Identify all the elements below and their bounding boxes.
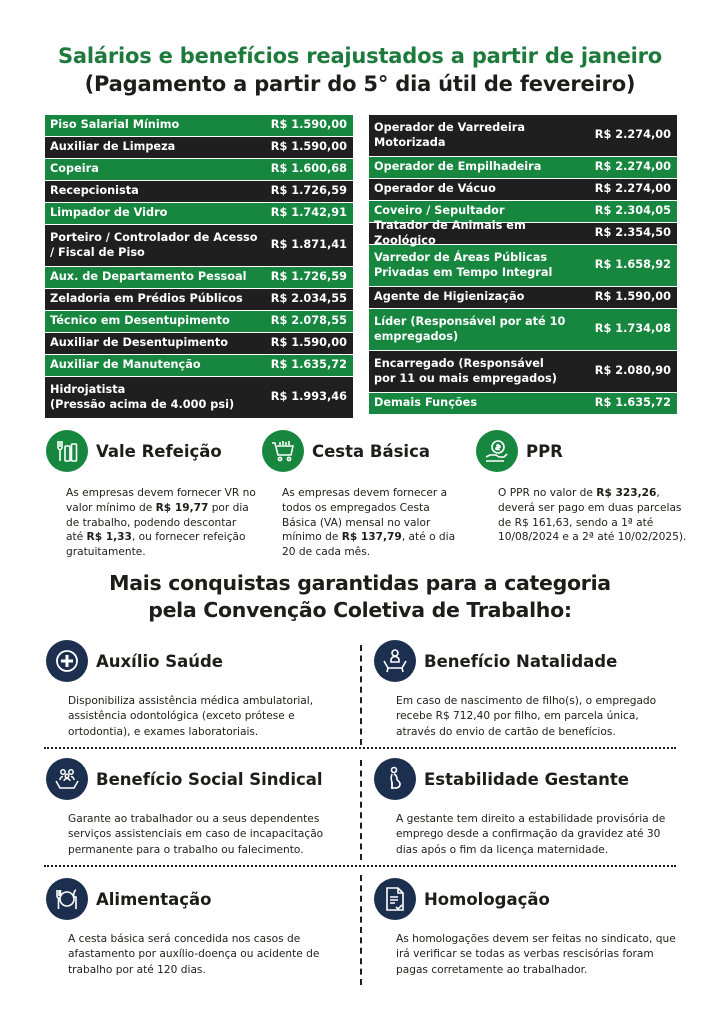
benefit-title: Cesta Básica [312,441,430,461]
page-subtitle: (Pagamento a partir do 5° dia útil de fevereiro) [84,72,636,96]
table-row [45,159,353,181]
plus-icon [46,640,88,682]
divider [44,865,676,867]
feature-title: Homologação [424,889,550,909]
section-heading [0,570,720,623]
feature-homologacao [374,876,674,978]
table-row [45,333,353,355]
salary-value: R$ 2.078,55 [270,314,347,328]
page-title: Salários e benefícios reajustados a partir de janeiro [57,44,663,68]
table-row [45,289,353,311]
table-row [369,287,677,309]
feature-estabilidade-gestante [374,756,674,858]
role-name: Líder (Responsável por até 10 empregados) [374,314,566,343]
role-name: Aux. de Departamento Pessoal [50,270,247,284]
money-hand-icon [476,430,518,472]
text-part: O PPR no valor de [498,487,597,499]
table-row [369,218,677,247]
document-icon [374,878,416,920]
role-name: Auxiliar de Manutenção [50,358,201,372]
family-hands-icon [46,758,88,800]
table-row [45,203,353,225]
benefit-vale-refeicao [46,428,256,560]
role-name: Operador de Vácuo [374,182,496,196]
table-row [369,179,677,201]
salary-value: R$ 2.304,05 [594,204,671,218]
table-row [45,137,353,159]
divider [360,760,362,860]
meal-voucher-icon [46,430,88,472]
benefit-ppr [476,428,686,545]
salary-value: R$ 1.635,72 [594,396,671,410]
role-name: Coveiro / Sepultador [374,204,505,218]
role-name: Recepcionista [50,184,139,198]
vr-value: R$ 19,77 [155,501,209,514]
cesta-value: R$ 137,79 [341,531,402,544]
text-part: As empresas devem fornecer a todos os empregados Cesta Básica (VA) mensal no valor mínimo de [282,487,448,544]
role-name: Demais Funções [374,396,478,410]
benefit-cesta-basica [262,428,472,560]
salary-value: R$ 2.080,90 [594,364,671,378]
role-name: Agente de Higienização [374,290,525,304]
role-name: Auxiliar de Limpeza [50,140,176,154]
feature-text: A cesta básica será concedida nos casos de afastamento por auxílio-doença ou acidente de trabalho por até 120 dias. [68,933,320,976]
role-name: Operador de Varredeira Motorizada [374,120,525,149]
table-row [45,115,353,137]
vr-discount: R$ 1,33 [86,531,132,544]
role-name: Porteiro / Controlador de Acesso / Fiscal de Piso [50,230,258,259]
role-name: Encarregado (Responsável por 11 ou mais empregados) [374,356,557,385]
feature-title: Alimentação [96,889,212,909]
table-row [45,355,353,377]
baby-hands-icon [374,640,416,682]
benefit-text [498,486,688,545]
text-part: As empresas devem fornecer VR no valor mínimo de [66,487,256,514]
feature-beneficio-natalidade [374,638,674,740]
shopping-cart-icon [262,430,304,472]
salary-value: R$ 1.734,08 [594,322,671,336]
salary-value: R$ 1.590,00 [270,140,347,154]
section-heading-line1: Mais conquistas garantidas para a categoria [109,571,611,595]
feature-title: Benefício Social Sindical [96,769,323,789]
table-row [45,225,353,267]
salary-value: R$ 2.274,00 [594,160,671,174]
role-name: Piso Salarial Mínimo [50,118,180,132]
table-row [45,311,353,333]
table-row [45,181,353,203]
salary-value: R$ 1.590,00 [594,290,671,304]
role-name: Tratador de Animais em Zoológico [374,218,526,247]
salary-value: R$ 2.034,55 [270,292,347,306]
table-row [369,309,677,351]
salary-value: R$ 1.658,92 [594,258,671,272]
salary-value: R$ 1.600,68 [270,162,347,176]
salary-table-right [369,115,677,415]
salary-value: R$ 1.635,72 [270,358,347,372]
table-row [369,393,677,415]
text-part: , até o dia 20 de cada mês. [282,531,456,559]
feature-beneficio-social-sindical [46,756,346,858]
benefit-title: PPR [526,441,563,461]
divider [360,875,362,985]
role-name: Auxiliar de Desentupimento [50,336,229,350]
salary-value: R$ 1.590,00 [270,336,347,350]
feature-text: Garante ao trabalhador ou a seus dependentes serviços assistenciais em caso de incapacitação permanente para o trabalho ou falecimento. [68,813,324,856]
cutlery-icon [46,878,88,920]
table-row [369,351,677,393]
salary-value: R$ 1.742,91 [270,206,347,220]
salary-value: R$ 1.726,59 [270,270,347,284]
feature-auxilio-saude [46,638,346,740]
feature-title: Estabilidade Gestante [424,769,629,789]
role-name: Varredor de Áreas Públicas Privadas em Tempo Integral [374,250,553,279]
benefit-text [66,486,256,560]
table-row [369,157,677,179]
text-part: por dia de trabalho, podendo descontar até [66,501,249,544]
role-name: Copeira [50,162,99,176]
role-name: Técnico em Desentupimento [50,314,230,328]
feature-text: A gestante tem direito a estabilidade provisória de emprego desde a confirmação da gravidez até 30 dias após o fim da licença maternidade. [396,813,666,856]
salary-value: R$ 1.726,59 [270,184,347,198]
text-part: , ou fornecer refeição gratuitamente. [66,531,246,559]
benefit-title: Vale Refeição [96,441,222,461]
salary-value: R$ 2.274,00 [594,128,671,142]
salary-value: R$ 1.590,00 [270,118,347,132]
salary-value: R$ 1.993,46 [270,390,347,404]
feature-text: Disponibiliza assistência médica ambulatorial, assistência odontológica (exceto prótese e ortodontia), e exames laboratoriais. [68,695,314,738]
role-name: Limpador de Vidro [50,206,168,220]
role-name [50,383,271,413]
table-row [45,267,353,289]
feature-title: Benefício Natalidade [424,651,618,671]
feature-text: As homologações devem ser feitas no sindicato, que irá verificar se todas as verbas rescisórias foram pagas corretamente ao trabalhador. [396,933,676,976]
feature-alimentacao [46,876,346,978]
pregnant-icon [374,758,416,800]
salary-value: R$ 2.354,50 [594,226,671,240]
text-part: , deverá ser pago em duas parcelas de R$ 161,63, sendo a 1ª até 10/08/2024 e a 2ª até 10/02/2025). [498,487,687,544]
role-name: Zeladoria em Prédios Públicos [50,292,243,306]
benefit-text [282,486,467,560]
feature-text: Em caso de nascimento de filho(s), o empregado recebe R$ 712,40 por filho, em parcela única, através do envio de cartão de benefícios. [396,695,657,738]
role-name-line1: Hidrojatista [50,382,126,396]
role-name-line2: (Pressão acima de 4.000 psi) [50,397,235,411]
salary-value: R$ 2.274,00 [594,182,671,196]
section-heading-line2: pela Convenção Coletiva de Trabalho: [148,597,572,622]
divider [360,645,362,745]
table-row [369,115,677,157]
role-name: Operador de Empilhadeira [374,160,542,174]
table-row [45,377,353,419]
divider [44,747,676,749]
salary-value: R$ 1.871,41 [270,238,347,252]
feature-title: Auxílio Saúde [96,651,223,671]
ppr-value: R$ 323,26 [596,487,657,499]
salary-table-left [45,115,353,419]
table-row [369,245,677,287]
